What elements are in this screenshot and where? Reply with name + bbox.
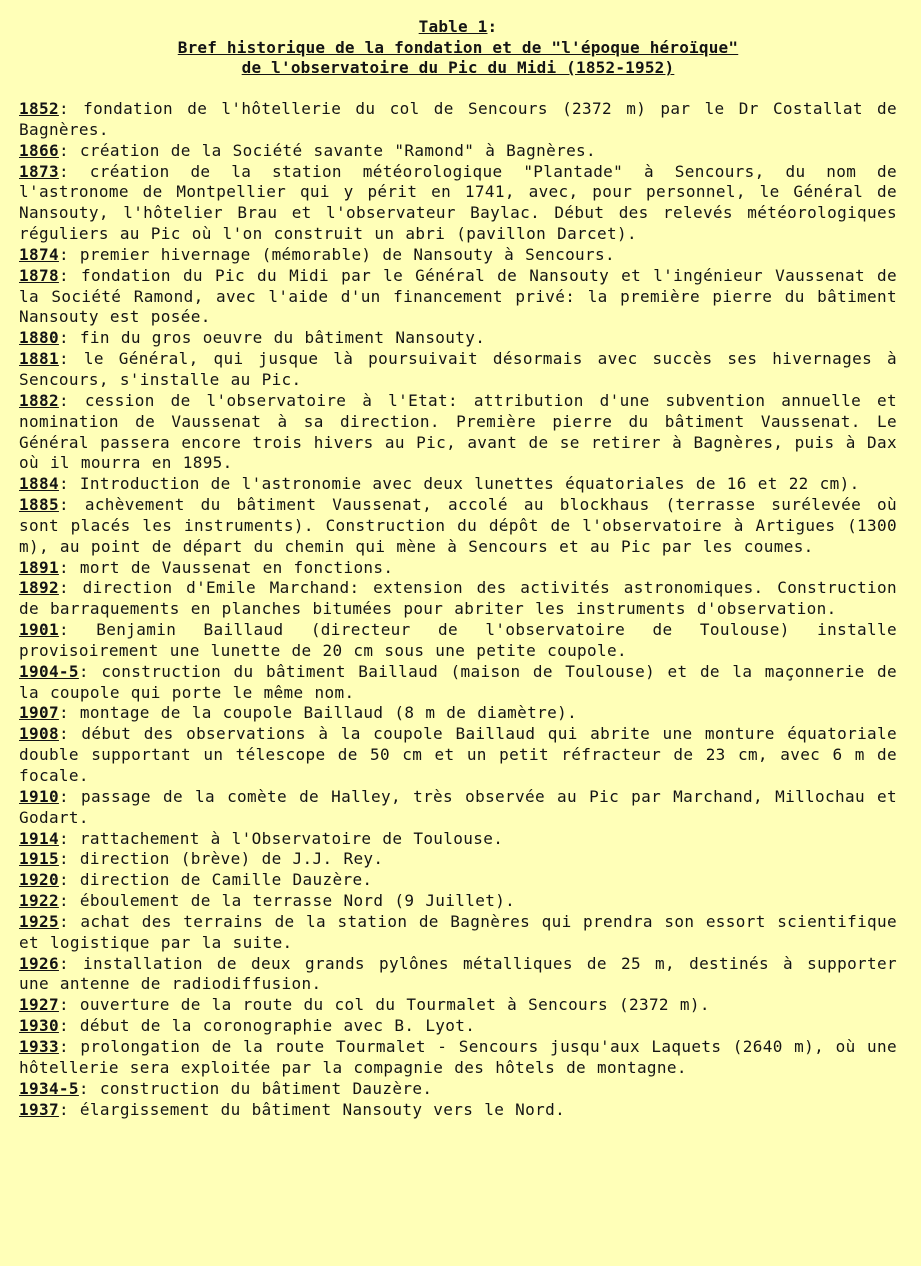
entry-text: début de la coronographie avec B. Lyot. [68,1016,476,1036]
chronology-entry [19,829,897,850]
entry-separator: : [58,828,69,848]
entry-text: fondation de l'hôtellerie du col de Sencours (2372 m) par le Dr Costallat de Bagnères. [19,99,897,139]
entry-text: direction (brève) de J.J. Rey. [68,849,384,869]
title-line-2: de l'observatoire du Pic du Midi (1852-1952) [241,58,675,77]
entry-text: création de la Société savante "Ramond" à Bagnères. [68,140,597,160]
entry-year: 1882 [19,390,59,410]
chronology-entry [19,391,897,474]
entry-text: le Général, qui jusque là poursuivait désormais avec succès ses hivernages à Sencours, s'installe au Pic. [19,349,897,389]
chronology-entry [19,891,897,912]
entry-separator: : [58,849,69,869]
entry-separator: : [58,1036,69,1056]
entry-separator: : [58,265,69,285]
chronology-entry [19,349,897,391]
entry-text: achèvement du bâtiment Vaussenat, accolé au blockhaus (terrasse surélevée où sont placés les instruments). Construction du dépôt de l'observatoire à Artigues (1300 m), au point de départ du chemin qui mène à Sencours et au Pic par les coumes. [19,495,897,556]
entry-text: direction de Camille Dauzère. [68,870,373,890]
chronology-entry [19,266,897,329]
table-title [19,16,897,78]
entry-text: création de la station météorologique "Plantade" à Sencours, du nom de l'astronome de Montpellier qui y périt en 1741, avec, pour personnel, le Général de Nansouty, l'hôtelier Brau et l'observateur Baylac. Début des relevés météorologiques réguliers au Pic où l'on construit un abri (pavillon Darcet). [19,161,897,244]
chronology-entry [19,995,897,1016]
entry-separator: : [58,870,69,890]
entry-separator: : [58,328,69,348]
entry-year: 1922 [19,891,59,911]
entry-separator: : [58,786,69,806]
entry-separator: : [58,161,69,181]
entry-text: construction du bâtiment Baillaud (maison de Toulouse) et de la maçonnerie de la coupole qui porte le même nom. [19,661,897,702]
entry-text: cession de l'observatoire à l'Etat: attribution d'une subvention annuelle et nomination de Vaussenat à sa direction. Première pierre du bâtiment Vaussenat. Le Général passera encore trois hivers au Pic, avant de se retirer à Bagnères, puis à Dax où il mourra en 1895. [19,390,897,473]
chronology-entry [19,787,897,829]
chronology-entry [19,954,897,996]
entry-year: 1934-5 [19,1078,79,1098]
entry-text: passage de la comète de Halley, très observée au Pic par Marchand, Millochau et Godart. [19,786,897,827]
entry-year: 1907 [19,703,59,723]
entry-text: Introduction de l'astronomie avec deux lunettes équatoriales de 16 et 22 cm). [68,474,860,494]
entry-separator: : [58,703,69,723]
entry-year: 1925 [19,911,59,931]
chronology-entry [19,141,897,162]
entry-text: ouverture de la route du col du Tourmalet à Sencours (2372 m). [68,995,710,1015]
entry-year: 1915 [19,849,59,869]
entry-separator: : [58,724,69,744]
entry-year: 1884 [19,474,59,494]
chronology-entry [19,620,897,662]
entry-separator: : [58,557,69,577]
chronology-entry [19,870,897,891]
entry-text: éboulement de la terrasse Nord (9 Juillet). [68,891,516,911]
entry-separator: : [58,578,69,598]
entry-year: 1880 [19,328,59,348]
title-heading-colon: : [487,17,498,36]
entry-separator: : [78,1078,89,1098]
entry-text: rattachement à l'Observatoire de Toulouse. [68,828,504,848]
entry-separator: : [58,620,69,640]
entry-year: 1927 [19,995,59,1015]
entry-separator: : [58,244,69,264]
chronology-entry [19,495,897,558]
entry-year: 1892 [19,578,59,598]
title-line-1: Bref historique de la fondation et de "l'époque héroïque" [177,38,739,57]
entry-year: 1914 [19,828,59,848]
chronology-entry [19,662,897,704]
chronology-entry [19,578,897,620]
entry-year: 1885 [19,495,59,515]
chronology-entry [19,724,897,787]
entry-text: prolongation de la route Tourmalet - Sencours jusqu'aux Laquets (2640 m), où une hôtellerie sera exploitée par la compagnie des hôtels de montagne. [19,1036,897,1077]
entry-year: 1920 [19,870,59,890]
chronology-list [19,99,897,1120]
chronology-entry [19,162,897,245]
entry-separator: : [58,140,69,160]
entry-text: achat des terrains de la station de Bagnères qui prendra son essort scientifique et logistique par la suite. [19,911,897,952]
entry-text: direction d'Emile Marchand: extension des activités astronomiques. Construction de barraquements en planches bitumées pour abriter les instruments d'observation. [19,578,897,619]
chronology-entry [19,1037,897,1079]
entry-year: 1852 [19,99,59,118]
entry-year: 1891 [19,557,59,577]
chronology-entry [19,99,897,141]
entry-separator: : [58,474,69,494]
chronology-entry [19,1100,897,1121]
entry-year: 1933 [19,1036,59,1056]
entry-year: 1881 [19,349,59,369]
entry-year: 1930 [19,1016,59,1036]
entry-separator: : [58,911,69,931]
chronology-entry [19,1016,897,1037]
entry-year: 1901 [19,620,59,640]
chronology-entry [19,703,897,724]
entry-year: 1937 [19,1099,59,1119]
chronology-entry [19,1079,897,1100]
entry-text: mort de Vaussenat en fonctions. [68,557,394,577]
entry-separator: : [58,390,69,410]
entry-year: 1878 [19,265,59,285]
chronology-entry [19,558,897,579]
entry-separator: : [58,995,69,1015]
entry-text: début des observations à la coupole Baillaud qui abrite une monture équatoriale double supportant un télescope de 50 cm et un petit réfracteur de 23 cm, avec 6 m de focale. [19,724,897,785]
entry-year: 1874 [19,244,59,264]
entry-separator: : [78,661,89,681]
entry-separator: : [58,891,69,911]
entry-year: 1908 [19,724,59,744]
entry-year: 1873 [19,161,59,181]
entry-separator: : [58,99,69,118]
entry-separator: : [58,1099,69,1119]
entry-text: élargissement du bâtiment Nansouty vers le Nord. [68,1099,566,1119]
entry-year: 1926 [19,953,59,973]
entry-text: Benjamin Baillaud (directeur de l'observatoire de Toulouse) installe provisoirement une lunette de 20 cm sous une petite coupole. [19,620,897,660]
title-heading [19,16,897,38]
entry-text: premier hivernage (mémorable) de Nansouty à Sencours. [68,244,615,264]
entry-text: montage de la coupole Baillaud (8 m de diamètre). [68,703,578,723]
entry-year: 1904-5 [19,661,79,681]
chronology-entry [19,474,897,495]
entry-text: fondation du Pic du Midi par le Général de Nansouty et l'ingénieur Vaussenat de la Société Ramond, avec l'aide d'un financement privé: la première pierre du bâtiment Nansouty est posée. [19,265,897,327]
entry-text: construction du bâtiment Dauzère. [88,1078,433,1098]
chronology-entry [19,328,897,349]
entry-separator: : [58,1016,69,1036]
entry-year: 1866 [19,140,59,160]
chronology-entry [19,245,897,266]
title-heading-text: Table 1 [418,17,488,36]
entry-text: fin du gros oeuvre du bâtiment Nansouty. [68,328,486,348]
entry-text: installation de deux grands pylônes métalliques de 25 m, destinés à supporter une antenne de radiodiffusion. [19,953,897,994]
entry-separator: : [58,349,69,369]
entry-separator: : [58,495,69,515]
chronology-entry [19,849,897,870]
chronology-entry [19,912,897,954]
entry-year: 1910 [19,786,59,806]
entry-separator: : [58,953,69,973]
